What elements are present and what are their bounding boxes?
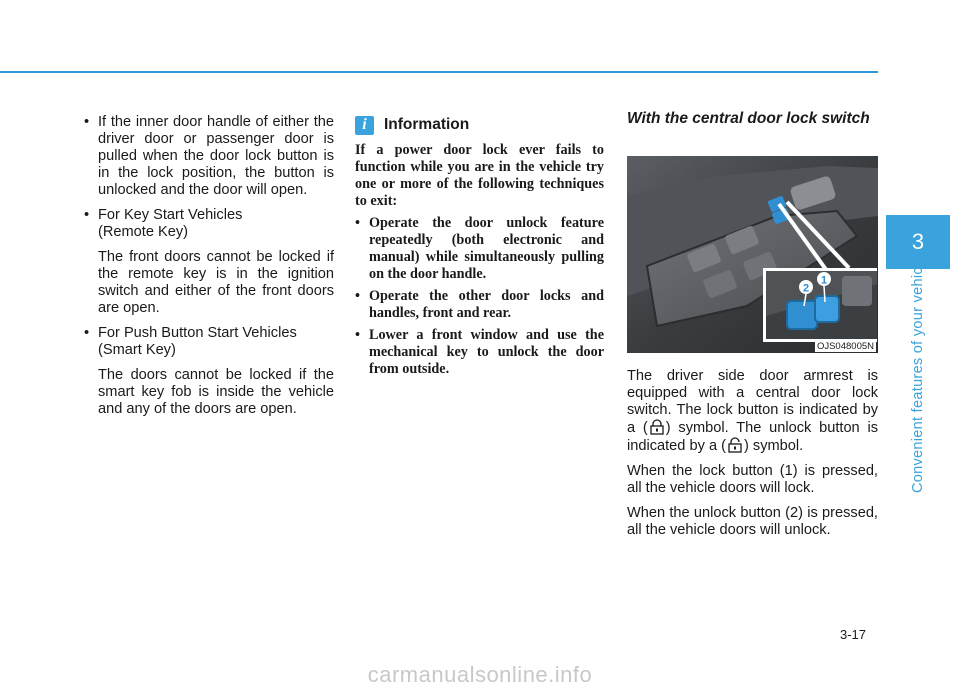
paragraph-text: ) symbol. The unlock button is indicated by a ( <box>627 420 878 454</box>
info-icon: i <box>355 116 374 135</box>
information-title: Information <box>384 116 470 133</box>
list-item-heading: For Push Button Start Vehicles <box>98 325 297 341</box>
left-column <box>81 114 334 426</box>
page-number: 3-17 <box>840 627 867 642</box>
chapter-tab: 3 <box>886 215 950 269</box>
watermark: carmanualsonline.info <box>367 661 593 687</box>
door-switch-illustration <box>627 156 878 353</box>
list-item-subheading: (Remote Key) <box>98 224 189 240</box>
list-item-text: Operate the door unlock feature repeatedly (both electronic and manual) while simultaneously pulling on the door handle. <box>369 215 604 282</box>
callout-1: 1 <box>820 274 828 287</box>
list-item-text: Operate the other door locks and handles, front and rear. <box>369 288 604 321</box>
callout-2: 2 <box>802 282 810 295</box>
list-item <box>81 325 334 418</box>
bullet: • <box>355 215 360 231</box>
information-box <box>355 114 604 383</box>
door-switch-photo <box>627 156 878 353</box>
header-rule <box>0 71 878 73</box>
paragraph: When the unlock button (2) is pressed, all the vehicle doors will unlock. <box>627 505 878 538</box>
unlock-icon <box>726 437 744 453</box>
information-list <box>355 215 604 378</box>
paragraph: When the lock button (1) is pressed, all the vehicle doors will lock. <box>627 463 878 496</box>
bullet: • <box>84 325 90 341</box>
section-body <box>627 368 878 547</box>
central-lock-section <box>627 110 878 538</box>
bullet: • <box>355 288 360 304</box>
list-item-detail: The front doors cannot be locked if the remote key is in the ignition switch and either of the front doors are open. <box>98 249 334 316</box>
list-item <box>355 215 604 283</box>
lock-icon <box>648 419 666 435</box>
list-item-detail: The doors cannot be locked if the smart key fob is inside the vehicle and any of the doors are open. <box>98 367 334 417</box>
list-item <box>81 114 334 199</box>
bullet: • <box>84 114 90 130</box>
information-lead: If a power door lock ever fails to function while you are in the vehicle try one or more of the following techniques to exit: <box>355 142 604 209</box>
bullet: • <box>84 207 90 223</box>
paragraph-text: The driver side door armrest is equipped with a central door lock switch. The lock button is indicated by a ( <box>627 368 878 436</box>
section-title: With the central door lock switch <box>627 110 870 127</box>
bullet: • <box>355 327 360 343</box>
list-item-text: Lower a front window and use the mechanical key to unlock the door from outside. <box>369 327 604 377</box>
paragraph <box>627 368 878 455</box>
list-item-subheading: (Smart Key) <box>98 342 176 358</box>
image-caption: OJS048005N <box>816 341 874 352</box>
list-item-heading: For Key Start Vehicles <box>98 207 243 223</box>
list-item-text: If the inner door handle of either the driver door or passenger door is pulled when the door lock button is in the lock position, the button is unlocked and the door will open. <box>98 114 334 198</box>
paragraph-text: ) symbol. <box>743 438 804 454</box>
chapter-title-text: Convenient features of your vehicle <box>910 255 926 493</box>
list-item <box>81 207 334 317</box>
list-item <box>355 288 604 322</box>
information-header <box>355 114 604 136</box>
list-item <box>355 327 604 378</box>
